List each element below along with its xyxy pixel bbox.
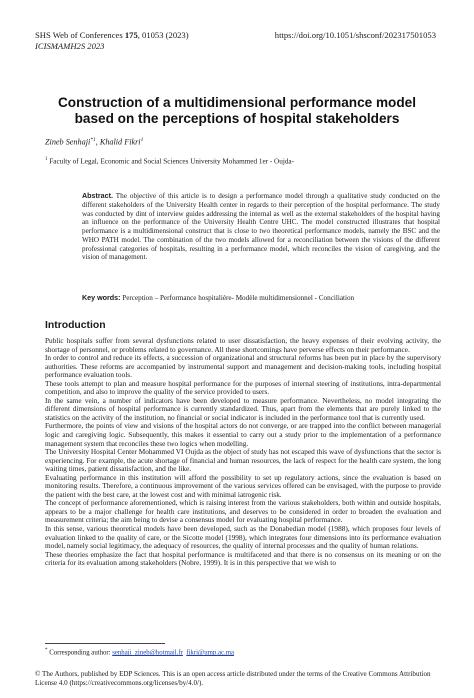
footnote-label: Corresponding author: [47,649,113,657]
paper-title: Construction of a multidimensional performance model based on the perceptions of hospital stakeholders [57,95,416,126]
conference-name: ICISMAMH2S 2023 [35,41,105,51]
paragraph: In order to control and reduce its effects, a succession of organizational and structural reforms has been put in place by the supervisory authorities. These reforms are accompanied by instrumental support and management and decision-making tools, including hospital performance evaluation tools. [45,353,441,380]
paragraph: Public hospitals suffer from several dysfunctions related to user dissatisfaction, the heavy expenses of their evolving activity, the shortage of personnel, or problems related to governance. All these shortcomings have perverse effects on their performance. [45,336,441,354]
paragraph: These tools attempt to plan and measure hospital performance for the purposes of internal steering of institutions, intra-departmental competition, and also to improve the quality of the service provided to users. [45,378,441,397]
author-list [45,137,143,147]
author-separator: , [95,137,100,147]
abstract-label: Abstract. [82,192,113,200]
author-2: Khalid Fikri [99,137,141,147]
journal-prefix: SHS Web of Conferences [35,30,125,40]
author-1-mark: *1 [90,137,96,143]
footnote-mark: * [45,648,48,653]
email-link-1[interactable]: senhaji_zineb@hotmail.fr [112,649,183,657]
email-link-2[interactable]: fikri@ump.ac.ma [186,649,235,657]
abstract-text: The objective of this article is to design a performance model through a qualitative study conducted on the different stakeholders of the University Health center in regards to their perception of the hospital performance. The study was conducted by dint of interview guides addressing the internal as well as the external stakeholders of the hospital having an influence on the performance of the University Health Centre UHC. The model constructed illustrates that hospital performance is a multidimensional construct that is close to two theoretical performance models, namely the BSC and the WHO PATH model. The combination of the two models allowed for a reconciliation between the visions of the different professional categories of hospitals, resulting in a performance model, which reconciles the vision of caregiving, and the vision of management. [82,192,440,262]
body-text [45,337,441,568]
keywords [82,294,440,303]
affiliation [45,157,294,165]
paragraph: Furthermore, the points of view and visions of the hospital actors do not converge, or are trapped into the conflict between managerial logic and caregiving logic. Subsequently, this makes it essential to carry out a study prior to the implementation of a performance management system that reconciles these two logics when modelling. [45,421,441,448]
section-heading: Introduction [45,320,106,331]
keywords-label: Key words: [82,294,121,302]
paragraph: The University Hospital Center Mohammed VI Oujda as the object of study has not escaped this wave of dysfunctions that the sector is experiencing. For example, the acute shortage of financial and human resources, the lack of respect for the health care system, the long waiting times, patient dissatisfaction, and the like. [45,447,441,474]
paragraph: These theories emphasize the fact that hospital performance is multifaceted and that there is no consensus on its meaning or on the criteria for its evaluation among stakeholders (Nobre, 1999). It is in this perspective that we wish to [45,549,441,568]
affiliation-mark: 1 [45,157,48,162]
journal-citation [35,30,189,41]
paragraph: In the same vein, a number of indicators have been developed to measure performance. Nevertheless, no model integrating the different dimensions of hospital performance is currently standardized. Thus, apart from the elements that are purely linked to the statistics on the activity of the institution, no financial or social indicator is included in the performance tool that is currently used. [45,395,441,422]
author-1: Zineb Senhaji [45,137,91,147]
affiliation-text: Faculty of Legal, Economic and Social Sciences University Mohammed 1er - Oujda- [47,157,295,166]
journal-volume: 175 [124,30,138,40]
journal-suffix: , 01053 (2023) [137,30,189,40]
author-2-mark: 1 [140,137,144,143]
footnote-divider [45,643,165,644]
paragraph: In this sense, various theoretical models have been developed, such as the Donabedian model (1988), which proposes four levels of evaluation linked to the quality of care, or the Sicotte model (1998), which integrates four dimensions into its performance evaluation model, namely social legitimacy, the adequacy of resources, the quality of internal processes and the quality of human relations. [45,524,441,551]
keywords-text: Perception – Performance hospitalière- Modèle multidimensionnel - Conciliation [120,294,355,302]
footnote [45,648,234,656]
paragraph: Evaluating performance in this institution will afford the possibility to set up regulatory actions, since the evaluation is based on monitoring results. Therefore, a continuous improvement of the various services offered can be envisaged, with the purpose to provide the patient with the best care, at the lowest cost and with minimal iatrogenic risk. [45,472,441,499]
paragraph: The concept of performance aforementioned, which is raising interest from the various stakeholders, both within and outside hospitals, appears to be a major challenge for health care institutions, and deserves to be considered in order to broaden the evaluation and measurement criteria; the aim being to devise a consensus model for evaluating hospital performance. [45,498,441,525]
license-notice: © The Authors, published by EDP Sciences. This is an open access article distributed under the terms of the Creative Commons Attribution License 4.0 (https://creativecommons.org/licenses/by/4.0/). [35,670,431,687]
abstract [82,192,440,262]
doi-link[interactable]: https://doi.org/10.1051/shsconf/202317501053 [274,30,436,40]
running-header-left [35,30,189,52]
